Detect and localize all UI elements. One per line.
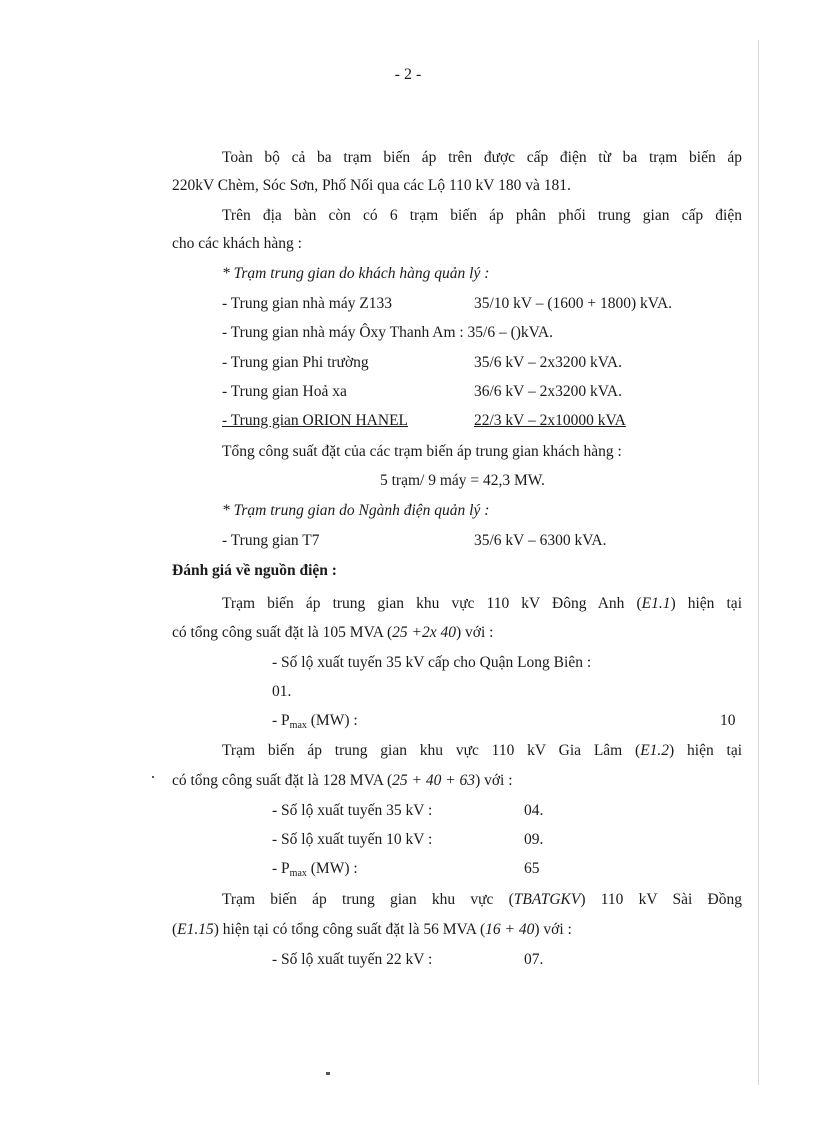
e11-feeder-value: 01.: [272, 683, 292, 700]
e11-intro: Trạm biến áp trung gian khu vực 110 kV Đông Anh (E1.1) hiện tại: [222, 595, 742, 612]
e12-feeder10-label: - Số lộ xuất tuyến 10 kV :: [272, 831, 433, 848]
station-name: - Trung gian nhà máy Z133: [222, 295, 393, 312]
e12-intro: Trạm biến áp trung gian khu vực 110 kV Gia Lâm (E1.2) hiện tại: [222, 742, 743, 759]
e115-capacity: (E1.15) hiện tại có tổng công suất đặt là 56 MVA (16 + 40) với :: [172, 921, 572, 938]
e11-feeder-label: - Số lộ xuất tuyến 35 kV cấp cho Quận Long Biên :: [272, 654, 592, 671]
station-spec: 35/10 kV – (1600 + 1800) kVA.: [474, 295, 673, 312]
e12-pmax-label: - $P_{max}$ (MW) :: [272, 860, 358, 879]
paragraph-1-line-2: 220kV Chèm, Sóc Sơn, Phố Nối qua các Lộ 110 kV 180 và 181.: [172, 177, 571, 194]
e12-feeder35-label: - Số lộ xuất tuyến 35 kV :: [272, 802, 433, 819]
station-name: - Trung gian T7: [222, 532, 320, 549]
e12-capacity: có tổng công suất đặt là 128 MVA (25 + 40 + 63) với :: [172, 772, 513, 789]
total-capacity-value: 5 trạm/ 9 máy = 42,3 MW.: [380, 472, 545, 489]
page-number: - 2 -: [394, 66, 422, 83]
e115-feeder22-label: - Số lộ xuất tuyến 22 kV :: [272, 951, 433, 968]
station-spec: 35/6 kV – 6300 kVA.: [474, 532, 607, 549]
e115-intro: Trạm biến áp trung gian khu vực (TBATGKV) 110 kV Sài Đồng: [222, 891, 743, 908]
paragraph-2-line-1: Trên địa bàn còn có 6 trạm biến áp phân phối trung gian cấp điện: [222, 207, 742, 224]
e115-feeder22-value: 07.: [524, 951, 544, 968]
e12-feeder35-value: 04.: [524, 802, 544, 819]
page-edge: [758, 40, 759, 1085]
e11-capacity: có tổng công suất đặt là 105 MVA (25 +2x 40) với :: [172, 624, 494, 641]
e11-pmax-label: - $P_{max}$ (MW) :: [272, 712, 358, 731]
scan-speck: [326, 1072, 330, 1075]
station-spec: 35/6 kV – 2x3200 kVA.: [474, 354, 622, 371]
station-name: - Trung gian Hoả xa: [222, 383, 347, 400]
station-name: - Trung gian Phi trường: [222, 354, 369, 371]
station-spec: 22/3 kV – 2x10000 kVA: [474, 412, 626, 429]
paragraph-1-line-1: Toàn bộ cả ba trạm biến áp trên được cấp điện từ ba trạm biến áp: [222, 149, 742, 166]
paragraph-2-line-2: cho các khách hàng :: [172, 235, 302, 252]
evaluation-heading: Đánh giá về nguồn điện :: [172, 562, 337, 579]
scan-speck: [152, 776, 154, 778]
e11-pmax-value: 10: [720, 712, 736, 729]
total-capacity-label: Tổng công suất đặt của các trạm biến áp trung gian khách hàng :: [222, 443, 622, 460]
station-name: - Trung gian ORION HANEL: [222, 412, 408, 429]
e12-pmax-value: 65: [524, 860, 540, 877]
industry-stations-heading: * Trạm trung gian do Ngành điện quản lý :: [222, 502, 490, 519]
e12-feeder10-value: 09.: [524, 831, 544, 848]
station-spec: 36/6 kV – 2x3200 kVA.: [474, 383, 622, 400]
station-name: - Trung gian nhà máy Ôxy Thanh Am : 35/6 – ()kVA.: [222, 324, 553, 341]
customer-stations-heading: * Trạm trung gian do khách hàng quản lý :: [222, 265, 490, 282]
